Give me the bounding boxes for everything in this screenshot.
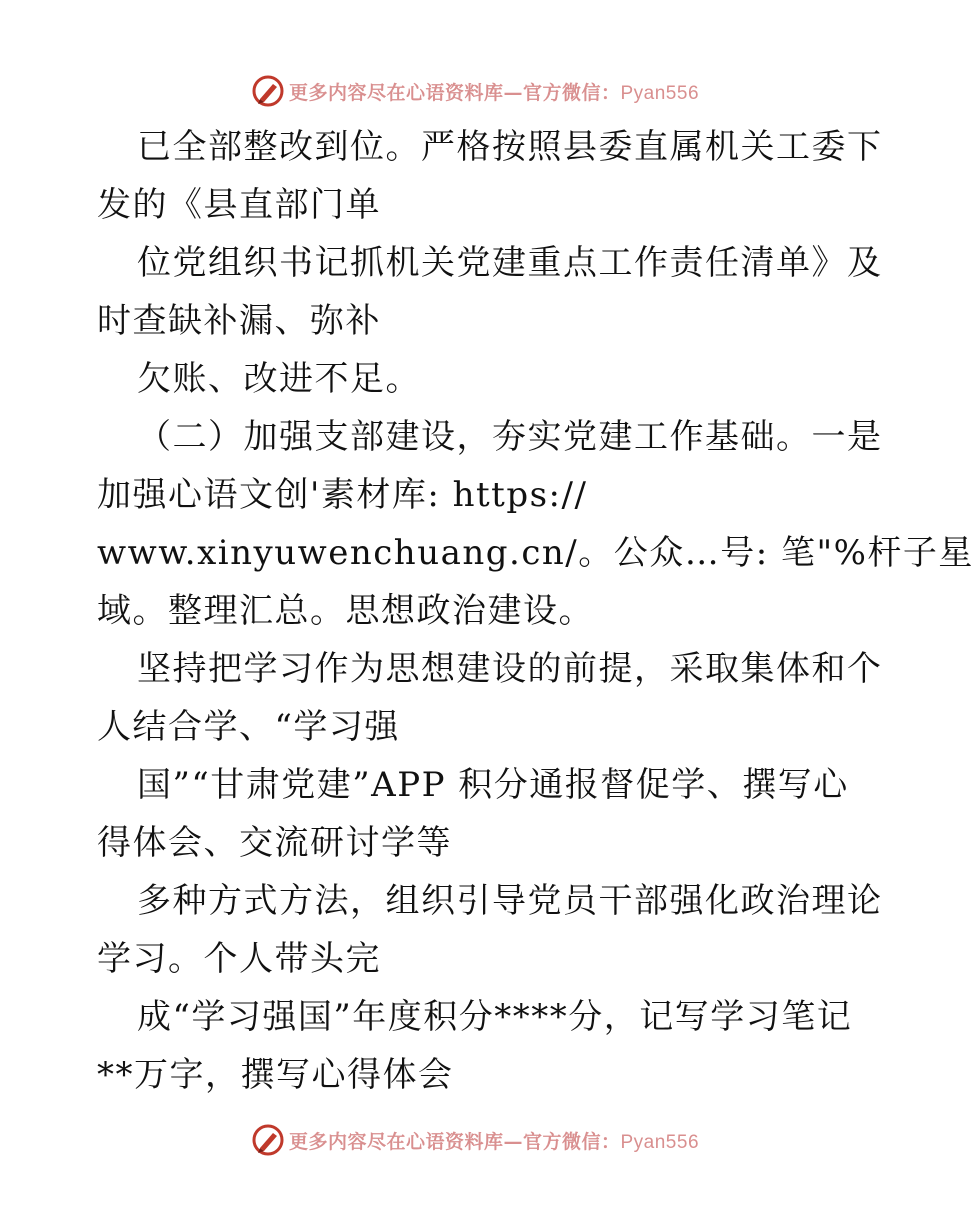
document-body (97, 118, 974, 1104)
text-line: 时查缺补漏、弥补 (97, 301, 381, 341)
header-watermark-banner (0, 71, 950, 111)
text-line: 加强心语文创'素材库: https:// (97, 475, 588, 515)
text-line: 发的《县直部门单 (97, 185, 381, 225)
text-line: www.xinyuwenchuang.cn/。公众…号: 笔"%杆子星 (97, 533, 974, 573)
section-heading-line: （二）加强支部建设，夯实党建工作基础。一是 (137, 417, 883, 457)
header-banner-text: 更多内容尽在心语资料库—官方微信：Pyan556 (288, 81, 700, 104)
text-line: 坚持把学习作为思想建设的前提，采取集体和个 (137, 649, 883, 689)
text-line: 人结合学、“学习强 (97, 707, 400, 747)
text-line: 学习。个人带头完 (97, 939, 381, 979)
text-line: 已全部整改到位。严格按照县委直属机关工委下 (137, 127, 883, 167)
footer-watermark-banner (0, 1120, 950, 1160)
text-line: 多种方式方法，组织引导党员干部强化政治理论 (137, 881, 883, 921)
footer-banner-text: 更多内容尽在心语资料库—官方微信：Pyan556 (288, 1130, 700, 1153)
text-line: 域。整理汇总。思想政治建设。 (97, 591, 594, 631)
text-line: 位党组织书记抓机关党建重点工作责任清单》及 (137, 243, 883, 283)
text-line: **万字，撰写心得体会 (97, 1055, 454, 1095)
text-line: 国”“甘肃党建”APP 积分通报督促学、撰写心 (137, 765, 849, 805)
text-line: 得体会、交流研讨学等 (97, 823, 452, 863)
pen-logo-icon (251, 74, 285, 108)
pen-logo-icon (251, 1123, 285, 1157)
text-line: 欠账、改进不足。 (137, 359, 421, 399)
text-line: 成“学习强国”年度积分****分，记写学习笔记 (137, 997, 853, 1037)
